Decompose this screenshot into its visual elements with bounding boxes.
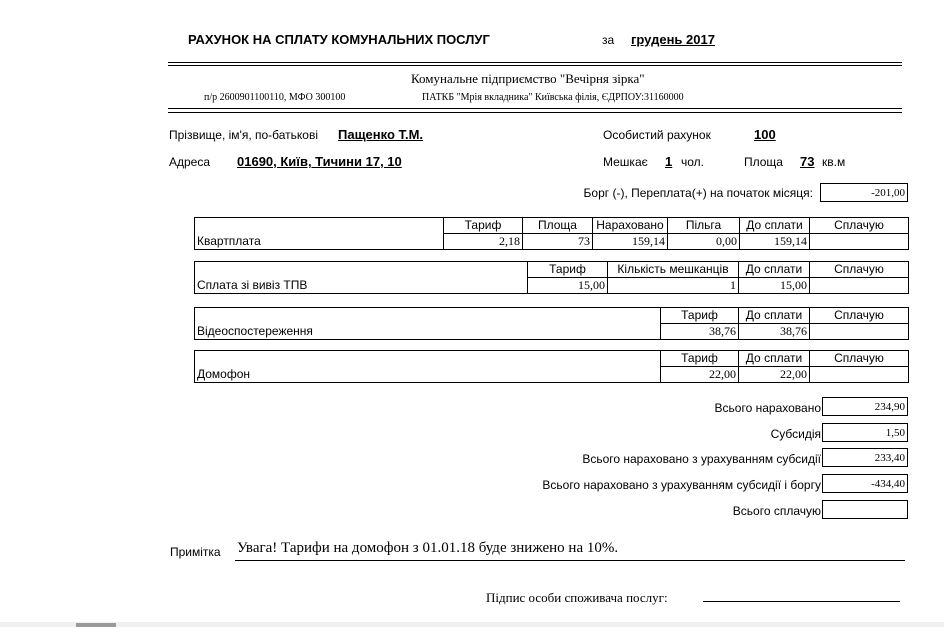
residents-unit: чол. [681, 155, 704, 169]
customer-address: 01690, Київ, Тичини 17, 10 [237, 154, 402, 169]
total-label: Всього нараховано [714, 401, 821, 415]
to-pay-value: 38,76 [739, 324, 810, 340]
header-divider-top-2 [168, 65, 902, 66]
company-name: Комунальне підприємство "Вечірня зірка" [411, 71, 645, 86]
area-label: Площа [744, 155, 783, 169]
billing-period: грудень 2017 [631, 32, 715, 47]
area-unit: кв.м [822, 155, 846, 169]
table-header-blank [195, 262, 528, 278]
tariff-value: 22,00 [661, 367, 739, 383]
total-value: 234,90 [822, 397, 908, 416]
benefit-value: 0,00 [668, 234, 740, 250]
period-prefix: за [602, 33, 615, 47]
header-tariff: Тариф [444, 218, 523, 234]
with-debt-value: -434,40 [822, 474, 908, 493]
account-number: 100 [754, 127, 776, 142]
tariff-value: 2,18 [444, 234, 523, 250]
table-header-row [195, 262, 909, 278]
paying-input[interactable] [810, 367, 909, 383]
document-title: РАХУНОК НА СПЛАТУ КОМУНАЛЬНИХ ПОСЛУГ [188, 32, 490, 47]
table-row [195, 367, 909, 383]
header-divider-bottom-2 [168, 112, 902, 113]
header-to-pay: До сплати [740, 218, 810, 234]
header-tariff: Тариф [661, 351, 739, 367]
table-header-blank [195, 218, 444, 234]
note-underline [235, 560, 905, 561]
subsidy-value: 1,50 [822, 423, 908, 442]
header-benefit: Пільга [668, 218, 740, 234]
header-accrued: Нараховано [593, 218, 668, 234]
header-paying: Сплачую [810, 308, 909, 324]
header-to-pay: До сплати [739, 262, 810, 278]
residents-value: 1 [608, 278, 739, 294]
paying-total-label: Всього сплачую [732, 504, 821, 518]
header-paying: Сплачую [810, 218, 909, 234]
header-area: Площа [523, 218, 593, 234]
tpv-table [194, 261, 909, 294]
with-debt-label: Всього нараховано з урахуванням субсидії і боргу [542, 478, 821, 492]
header-to-pay: До сплати [739, 308, 810, 324]
with-subsidy-value: 233,40 [822, 448, 908, 467]
header-to-pay: До сплати [739, 351, 810, 367]
debt-label: Борг (-), Переплата(+) на початок місяця: [583, 186, 813, 200]
accrued-value: 159,14 [593, 234, 668, 250]
debt-value: -201,00 [820, 183, 908, 202]
service-name: Сплата зі вивіз ТПВ [195, 278, 528, 294]
signature-line[interactable] [703, 601, 900, 602]
residents-label: Мешкає [603, 155, 648, 169]
residents-count: 1 [665, 154, 673, 169]
table-row [195, 234, 909, 250]
signature-label: Підпис особи споживача послуг: [486, 590, 668, 605]
paying-input[interactable] [810, 234, 909, 250]
paying-input[interactable] [810, 324, 909, 340]
table-header-row [195, 351, 909, 367]
service-name: Квартплата [195, 234, 444, 250]
to-pay-value: 15,00 [739, 278, 810, 294]
table-header-row [195, 308, 909, 324]
address-label: Адреса [169, 155, 211, 169]
area-cell: 73 [523, 234, 593, 250]
table-header-row [195, 218, 909, 234]
paying-total-input[interactable] [822, 500, 908, 519]
header-tariff: Тариф [528, 262, 608, 278]
bottom-scroll-area [0, 622, 944, 627]
header-tariff: Тариф [661, 308, 739, 324]
to-pay-value: 159,14 [740, 234, 810, 250]
service-name: Відеоспостереження [195, 324, 661, 340]
table-header-blank [195, 351, 661, 367]
tariff-value: 15,00 [528, 278, 608, 294]
note-label: Примітка [170, 545, 221, 559]
domofon-table [194, 350, 909, 383]
video-table [194, 307, 909, 340]
service-name: Домофон [195, 367, 661, 383]
company-bank-details: ПАТКБ "Мрія вкладника" Київська філія, ЄДРПОУ:31160000 [422, 92, 684, 103]
header-divider-top [168, 62, 902, 63]
header-residents: Кількість мешканців [608, 262, 739, 278]
paying-input[interactable] [810, 278, 909, 294]
note-text: Увага! Тарифи на домофон з 01.01.18 буде знижено на 10%. [237, 540, 619, 556]
header-paying: Сплачую [810, 351, 909, 367]
table-row [195, 278, 909, 294]
account-label: Особистий рахунок [603, 128, 711, 142]
kvartplata-table [194, 217, 909, 250]
tariff-value: 38,76 [661, 324, 739, 340]
scrollbar-thumb[interactable] [76, 623, 116, 627]
header-paying: Сплачую [810, 262, 909, 278]
header-divider-bottom [168, 108, 902, 109]
subsidy-label: Субсидія [770, 427, 821, 441]
with-subsidy-label: Всього нараховано з урахуванням субсидії [582, 452, 821, 466]
to-pay-value: 22,00 [739, 367, 810, 383]
customer-name: Пащенко Т.М. [338, 127, 424, 142]
name-label: Прізвище, ім'я, по-батькові [169, 128, 319, 142]
table-row [195, 324, 909, 340]
company-bank-account: п/р 2600901100110, МФО 300100 [204, 92, 346, 103]
table-header-blank [195, 308, 661, 324]
area-value: 73 [800, 154, 815, 169]
